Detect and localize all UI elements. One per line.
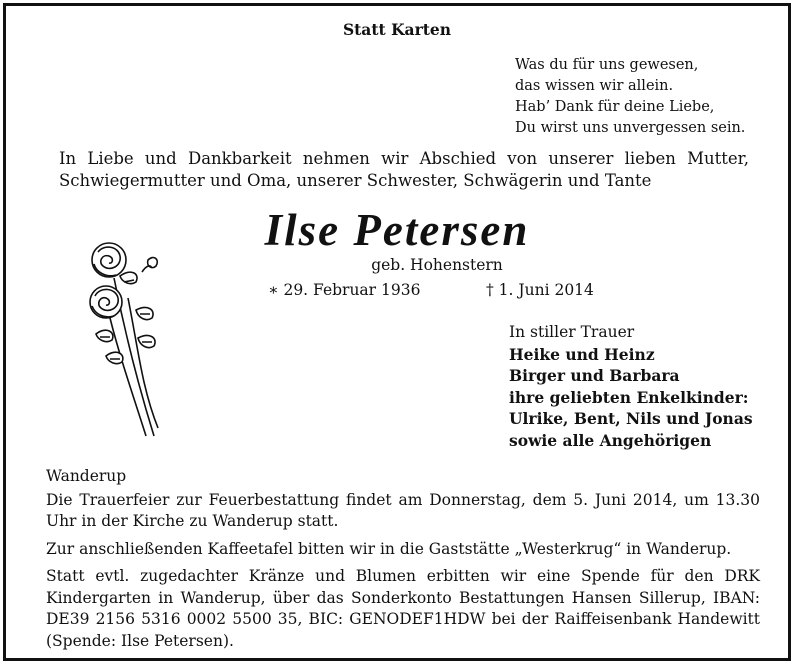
mourner-line: Ulrike, Bent, Nils und Jonas <box>509 409 753 428</box>
place: Wanderup <box>46 467 127 485</box>
donation-paragraph: Statt evtl. zugedachter Kränze und Blumen erbitten wir eine Spende für den DRK Kindergarten in Wanderup, über das Sonderkonto Bestattungen Hansen Sillerup, IBAN: DE39 2156 5316 0002 5500 35, BIC: GENODEF1HDW bei der Raiffeisenbank Handewitt (Spende: Ilse Petersen). <box>46 567 760 650</box>
mourners-block <box>509 322 753 451</box>
poem-line: das wissen wir allein. <box>515 78 674 94</box>
rose-icon <box>76 238 186 438</box>
maiden-name: geb. Hohenstern <box>371 256 503 274</box>
funeral-details <box>46 466 760 658</box>
poem-line: Was du für uns gewesen, <box>515 57 699 73</box>
mourner-line: sowie alle Angehörigen <box>509 430 712 450</box>
mourner-line: Heike und Heinz <box>509 344 655 364</box>
death-date: † 1. Juni 2014 <box>486 281 594 299</box>
mourner-line: Birger und Barbara <box>509 366 680 385</box>
mourners-heading: In stiller Trauer <box>509 323 635 341</box>
mourner-line: ihre geliebten Enkelkinder: <box>509 387 749 407</box>
obituary-notice <box>3 3 791 661</box>
poem-line: Du wirst uns unvergessen sein. <box>515 120 746 136</box>
deceased-name: Ilse Petersen <box>264 205 530 255</box>
intro-text: In Liebe und Dankbarkeit nehmen wir Abschied von unserer lieben Mutter, Schwiegermutter und Oma, unserer Schwester, Schwägerin und Tante <box>59 149 749 190</box>
service-paragraph: Die Trauerfeier zur Feuerbestattung findet am Donnerstag, dem 5. Juni 2014, um 13.30 Uhr in der Kirche zu Wanderup statt. <box>46 490 760 530</box>
poem <box>515 55 745 139</box>
reception-paragraph: Zur anschließenden Kaffeetafel bitten wir in die Gaststätte „Westerkrug“ in Wanderup. <box>46 539 732 558</box>
birth-date: ∗ 29. Februar 1936 <box>268 281 421 299</box>
header-statt-karten: Statt Karten <box>342 20 452 39</box>
poem-line: Hab’ Dank für deine Liebe, <box>515 99 715 115</box>
